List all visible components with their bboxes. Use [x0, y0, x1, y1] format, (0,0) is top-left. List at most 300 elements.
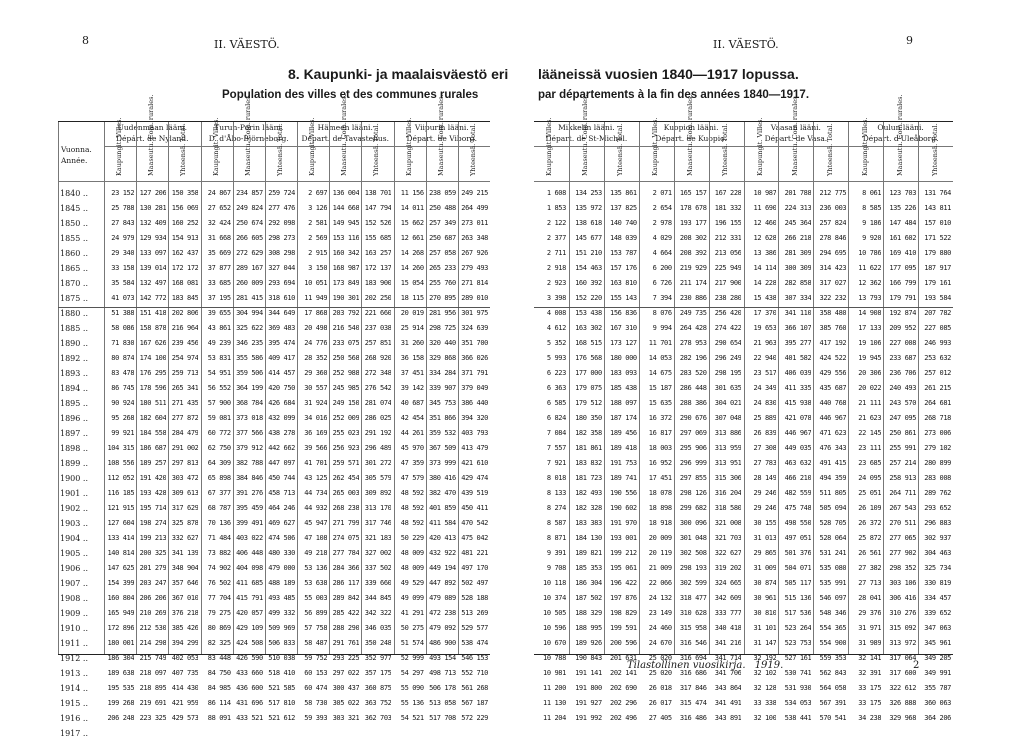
table-cell: 249 735: [679, 309, 707, 317]
year-cell: 1907 ..: [60, 579, 88, 588]
table-cell: 202 806: [171, 309, 199, 317]
table-cell: 163 810: [610, 279, 637, 287]
table-cell: 6 223: [546, 369, 566, 377]
table-cell: 24 830: [753, 399, 777, 407]
year-cell: 1885 ..: [60, 324, 88, 333]
table-cell: 29 376: [858, 609, 882, 617]
table-cell: 276 542: [364, 384, 392, 392]
data-column: [201, 117, 234, 722]
table-cell: 382 470: [429, 489, 456, 497]
table-cell: 317 746: [364, 519, 392, 527]
year-cell: 1917 ..: [60, 729, 88, 738]
table-cell: 57 758: [304, 624, 328, 632]
table-cell: 280 899: [924, 459, 951, 467]
table-cell: 133 414: [107, 534, 135, 542]
table-cell: 273 006: [924, 429, 951, 437]
table-cell: 364 199: [236, 384, 263, 392]
table-cell: 53 136: [304, 564, 328, 572]
table-cell: 497 051: [784, 534, 812, 542]
table-cell: 499 332: [268, 609, 295, 617]
table-cell: 399 491: [236, 519, 263, 527]
table-cell: 511 805: [819, 489, 847, 497]
year-cell: 1906 ..: [60, 564, 88, 573]
table-cell: 493 154: [429, 654, 456, 662]
table-cell: 247 095: [889, 414, 917, 422]
table-cell: 420 413: [429, 534, 456, 542]
table-cell: 187 917: [924, 264, 951, 272]
table-cell: 2 711: [546, 249, 566, 257]
table-cell: 199 212: [610, 549, 637, 557]
table-cell: 24 132: [648, 594, 672, 602]
table-cell: 517 810: [268, 699, 295, 707]
table-cell: 479 092: [429, 624, 456, 632]
table-cell: 259 724: [268, 189, 295, 197]
table-cell: 310 276: [889, 609, 917, 617]
table-cell: 476 343: [819, 444, 847, 452]
table-cell: 39 566: [304, 444, 328, 452]
table-cell: 570 541: [819, 714, 847, 722]
table-cell: 135 861: [610, 189, 637, 197]
table-cell: 155 685: [364, 234, 392, 242]
table-cell: 285 422: [332, 609, 360, 617]
table-cell: 302 508: [679, 549, 707, 557]
table-cell: 321 008: [714, 519, 742, 527]
table-cell: 433 660: [236, 669, 263, 677]
table-cell: 76 502: [207, 579, 231, 587]
table-cell: 469 627: [268, 519, 295, 527]
table-cell: 104 315: [107, 444, 135, 452]
lead-head-year-fr: Année.: [61, 156, 88, 165]
column-cells: [363, 186, 391, 726]
table-subtitle-left: Population des villes et des communes rurales: [222, 89, 479, 101]
table-cell: 74 902: [207, 564, 231, 572]
table-cell: 291 761: [332, 639, 360, 647]
table-cell: 530 741: [784, 669, 812, 677]
table-cell: 1 608: [546, 189, 566, 197]
table-cell: 360 063: [924, 699, 951, 707]
table-cell: 474 506: [268, 534, 295, 542]
table-cell: 394 299: [171, 639, 199, 647]
data-column: [639, 117, 675, 722]
table-cell: 24 349: [753, 384, 777, 392]
table-cell: 2 122: [546, 219, 566, 227]
table-subtitle-right: par départements à la fin des années 1840—1917.: [538, 89, 810, 101]
table-cell: 325 622: [236, 324, 263, 332]
table-cell: 309 892: [364, 489, 392, 497]
table-cell: 415 791: [236, 594, 263, 602]
column-cells: [746, 186, 777, 726]
table-cell: 191 970: [610, 519, 637, 527]
table-cell: 174 100: [139, 354, 167, 362]
table-cell: 35 669: [207, 249, 231, 257]
table-cell: 24 460: [648, 624, 672, 632]
table-cell: 151 418: [139, 309, 167, 317]
table-cell: 479 000: [268, 564, 295, 572]
table-cell: 11 204: [543, 714, 566, 722]
table-cell: 127 206: [139, 189, 167, 197]
table-cell: 180 511: [139, 399, 167, 407]
table-cell: 19 106: [858, 339, 882, 347]
table-cell: 250 488: [429, 204, 456, 212]
table-cell: 39 655: [207, 309, 231, 317]
table-cell: 27 713: [858, 579, 882, 587]
table-cell: 1 853: [546, 204, 566, 212]
table-cell: 49 239: [207, 339, 231, 347]
table-cell: 27 843: [111, 219, 135, 227]
table-cell: 189 257: [139, 459, 167, 467]
year-cell: 1909 ..: [60, 609, 88, 618]
table-cell: 8 133: [546, 489, 566, 497]
table-cell: 147 794: [364, 204, 392, 212]
table-cell: 420 057: [236, 609, 263, 617]
table-cell: 157 010: [924, 219, 951, 227]
column-cells: [235, 186, 263, 726]
table-cell: 33 338: [753, 699, 777, 707]
table-cell: 99 921: [111, 429, 135, 437]
table-cell: 14 053: [648, 354, 672, 362]
table-cell: 179 512: [575, 399, 602, 407]
table-cell: 7 084: [546, 429, 566, 437]
table-cell: 14 908: [858, 309, 882, 317]
table-cell: 369 483: [268, 324, 295, 332]
table-cell: 281 309: [784, 249, 812, 257]
table-cell: 380 416: [429, 474, 456, 482]
table-cell: 283 008: [924, 474, 951, 482]
table-cell: 305 579: [364, 474, 392, 482]
table-cell: 341 706: [714, 669, 742, 677]
table-cell: 37 451: [400, 369, 424, 377]
table-cell: 517 536: [784, 609, 812, 617]
table-cell: 14 260: [400, 264, 424, 272]
table-cell: 296 883: [924, 519, 951, 527]
table-cell: 202 141: [610, 669, 637, 677]
table-cell: 320 440: [429, 339, 456, 347]
table-cell: 71 484: [207, 534, 231, 542]
table-cell: 212 331: [714, 234, 742, 242]
table-cell: 30 874: [753, 579, 777, 587]
table-cell: 163 302: [575, 324, 602, 332]
table-cell: 265 233: [429, 264, 456, 272]
table-cell: 182 328: [575, 504, 602, 512]
table-cell: 48 592: [400, 519, 424, 527]
table-cell: 188 329: [575, 609, 602, 617]
table-cell: 10 987: [753, 189, 777, 197]
table-cell: 18 078: [648, 489, 672, 497]
table-cell: 513 269: [461, 609, 488, 617]
table-cell: 135 226: [889, 204, 917, 212]
table-cell: 212 775: [819, 189, 847, 197]
table-cell: 538 474: [461, 639, 488, 647]
table-cell: 149 945: [332, 219, 360, 227]
table-cell: 316 694: [679, 654, 707, 662]
table-cell: 366 026: [461, 354, 488, 362]
right-page-number: 9: [906, 34, 913, 47]
table-cell: 288 290: [332, 624, 360, 632]
year-cell: 1860 ..: [60, 249, 88, 258]
table-cell: 10 786: [858, 249, 882, 257]
table-cell: 315 474: [679, 699, 707, 707]
table-cell: 208 392: [679, 249, 707, 257]
table-cell: 86 114: [207, 699, 231, 707]
table-cell: 429 474: [461, 474, 488, 482]
table-cell: 47 108: [304, 534, 328, 542]
table-cell: 181 861: [575, 444, 602, 452]
table-cell: 17 451: [648, 474, 672, 482]
table-cell: 3 398: [546, 294, 566, 302]
table-cell: 15 438: [753, 294, 777, 302]
table-cell: 250 568: [332, 354, 360, 362]
table-cell: 438 278: [268, 429, 295, 437]
department-name-fr: Dépárt. de Nyland.: [116, 134, 189, 143]
table-cell: 195 714: [139, 504, 167, 512]
table-cell: 135 972: [575, 204, 602, 212]
table-cell: 189 638: [107, 669, 135, 677]
table-cell: 58 730: [304, 699, 328, 707]
table-cell: 166 799: [889, 279, 917, 287]
table-cell: 431 696: [236, 699, 263, 707]
table-cell: 153 787: [610, 249, 637, 257]
table-cell: 245 364: [784, 219, 812, 227]
column-subheader: Yhteensä. Total.: [468, 123, 477, 176]
table-cell: 319 202: [714, 564, 742, 572]
table-cell: 421 078: [784, 414, 812, 422]
table-cell: 350 248: [364, 639, 392, 647]
table-cell: 271 814: [461, 279, 488, 287]
table-cell: 213 056: [714, 249, 742, 257]
table-cell: 439 519: [461, 489, 488, 497]
table-cell: 464 246: [268, 504, 295, 512]
table-cell: 236 706: [889, 369, 917, 377]
table-cell: 252 988: [332, 369, 360, 377]
table-cell: 14 675: [648, 369, 672, 377]
table-cell: 26 017: [648, 699, 672, 707]
table-cell: 258 913: [889, 474, 917, 482]
table-cell: 8 585: [862, 204, 882, 212]
table-cell: 316 546: [679, 639, 707, 647]
table-cell: 58 487: [304, 639, 328, 647]
table-cell: 184 558: [139, 429, 167, 437]
column-subheader: Maaseutu. Com. rurales.: [895, 94, 904, 176]
table-cell: 341 714: [714, 654, 742, 662]
year-cell: 1880 ..: [60, 309, 88, 318]
table-cell: 183 383: [575, 519, 602, 527]
table-cell: 523 264: [784, 624, 812, 632]
left-page-number: 8: [82, 34, 89, 47]
table-cell: 528 188: [461, 594, 488, 602]
table-cell: 133 097: [139, 249, 167, 257]
table-cell: 68 787: [207, 504, 231, 512]
table-cell: 386 440: [461, 399, 488, 407]
table-cell: 297 022: [332, 669, 360, 677]
table-cell: 28 149: [753, 474, 777, 482]
table-cell: 189 456: [610, 429, 637, 437]
table-cell: 210 269: [139, 609, 167, 617]
table-cell: 449 194: [429, 564, 456, 572]
table-cell: 216 540: [332, 324, 360, 332]
table-cell: 343 864: [714, 684, 742, 692]
year-cell: 1890 ..: [60, 339, 88, 348]
table-cell: 505 094: [819, 504, 847, 512]
table-cell: 289 010: [461, 294, 488, 302]
table-cell: 54 951: [207, 369, 231, 377]
table-cell: 191 992: [575, 714, 602, 722]
table-cell: 227 085: [924, 324, 951, 332]
table-cell: 49 218: [304, 549, 328, 557]
table-cell: 325 878: [171, 519, 199, 527]
column-subheader: Yhteensä. Total.: [372, 123, 381, 176]
table-cell: 265 341: [171, 384, 199, 392]
table-cell: 406 039: [784, 369, 812, 377]
data-column: [136, 94, 169, 722]
table-cell: 139 014: [139, 264, 167, 272]
table-cell: 344 845: [364, 594, 392, 602]
table-cell: 191 420: [139, 474, 167, 482]
table-cell: 62 750: [207, 444, 231, 452]
table-cell: 301 272: [364, 459, 392, 467]
table-cell: 153 438: [575, 309, 602, 317]
column-subheader: Maaseutu. Com. rurales.: [790, 94, 799, 176]
data-column: [329, 94, 362, 722]
table-cell: 505 117: [784, 579, 812, 587]
table-cell: 223 325: [139, 714, 167, 722]
table-cell: 191 927: [575, 699, 602, 707]
table-cell: 310 628: [679, 609, 707, 617]
table-cell: 316 686: [679, 669, 707, 677]
data-column: [778, 94, 814, 722]
table-cell: 266 218: [784, 234, 812, 242]
table-cell: 18 898: [648, 504, 672, 512]
table-cell: 309 613: [171, 489, 199, 497]
year-cell: 1911 ..: [60, 639, 88, 648]
table-cell: 189 418: [610, 444, 637, 452]
table-cell: 325 734: [924, 564, 951, 572]
table-cell: 426 684: [268, 399, 295, 407]
table-cell: 11 701: [648, 339, 672, 347]
table-cell: 179 075: [575, 384, 602, 392]
table-cell: 255 760: [429, 279, 456, 287]
table-cell: 179 161: [924, 279, 951, 287]
table-cell: 129 934: [139, 234, 167, 242]
table-cell: 293 652: [924, 504, 951, 512]
table-cell: 22 145: [858, 429, 882, 437]
table-cell: 172 172: [171, 264, 199, 272]
table-cell: 298 273: [268, 234, 295, 242]
table-cell: 257 214: [889, 459, 917, 467]
year-cell: 1904 ..: [60, 534, 88, 543]
table-cell: 301 635: [714, 384, 742, 392]
table-cell: 314 423: [819, 264, 847, 272]
table-cell: 55 090: [400, 684, 424, 692]
column-cells: [535, 186, 566, 726]
table-cell: 322 232: [819, 294, 847, 302]
table-cell: 233 075: [332, 339, 360, 347]
table-cell: 4 612: [546, 324, 566, 332]
data-column: [361, 122, 394, 722]
table-cell: 421 959: [171, 699, 199, 707]
table-cell: 260 009: [236, 279, 263, 287]
table-cell: 257 851: [364, 339, 392, 347]
table-cell: 414 430: [171, 684, 199, 692]
table-cell: 482 559: [784, 489, 812, 497]
table-cell: 7 921: [546, 459, 566, 467]
table-cell: 148 039: [610, 234, 637, 242]
table-cell: 153 116: [332, 234, 360, 242]
column-subheader: Maaseutu. Com. rurales.: [243, 94, 252, 176]
table-cell: 37 195: [207, 294, 231, 302]
table-cell: 433 521: [236, 714, 263, 722]
table-cell: 345 753: [429, 399, 456, 407]
column-subheader: Kaupungit. Villes.: [404, 117, 413, 176]
year-cell: 1894 ..: [60, 384, 88, 393]
year-cell: 1855 ..: [60, 234, 88, 243]
table-cell: 26 839: [753, 429, 777, 437]
data-column: [883, 94, 919, 722]
table-cell: 481 221: [461, 549, 488, 557]
table-cell: 2 654: [652, 204, 672, 212]
table-cell: 15 635: [648, 399, 672, 407]
table-cell: 140 814: [107, 549, 135, 557]
table-cell: 9 994: [652, 324, 672, 332]
column-cells: [711, 186, 742, 726]
table-cell: 230 886: [679, 294, 707, 302]
table-cell: 332 627: [171, 534, 199, 542]
table-cell: 546 153: [461, 654, 488, 662]
table-cell: 421 610: [461, 459, 488, 467]
table-cell: 318 477: [679, 594, 707, 602]
table-cell: 333 777: [714, 609, 742, 617]
table-cell: 367 010: [171, 594, 199, 602]
year-cell: 1845 ..: [60, 204, 88, 213]
table-cell: 165 949: [107, 609, 135, 617]
table-cell: 382 788: [236, 459, 263, 467]
table-cell: 179 880: [924, 249, 951, 257]
table-cell: 168 081: [171, 279, 199, 287]
column-subheader: Yhteensä. Total.: [616, 123, 625, 176]
table-cell: 413 479: [461, 444, 488, 452]
table-cell: 36 169: [304, 429, 328, 437]
department-name-fi: Vaasan lääni.: [770, 123, 821, 132]
table-cell: 407 735: [171, 669, 199, 677]
table-cell: 215 749: [139, 654, 167, 662]
table-cell: 293 694: [268, 279, 295, 287]
table-cell: 2 697: [308, 189, 328, 197]
table-cell: 84 750: [207, 669, 231, 677]
table-cell: 30 961: [753, 594, 777, 602]
table-cell: 504 071: [784, 564, 812, 572]
table-cell: 193 584: [924, 294, 951, 302]
table-cell: 493 485: [268, 594, 295, 602]
table-cell: 344 649: [268, 309, 295, 317]
left-running-head: II. VÄESTÖ.: [214, 38, 280, 51]
table-cell: 301 975: [461, 309, 488, 317]
table-cell: 199 268: [107, 699, 135, 707]
table-cell: 160 252: [171, 219, 199, 227]
department-name-fr: D. d'Åbo-Björneborg.: [208, 134, 289, 143]
table-cell: 53 831: [207, 354, 231, 362]
table-cell: 274 075: [332, 534, 360, 542]
table-cell: 71 830: [111, 339, 135, 347]
table-cell: 509 969: [268, 624, 295, 632]
data-column: [709, 122, 745, 722]
table-cell: 202 690: [610, 684, 637, 692]
column-subheader: Kaupungit. Villes.: [308, 117, 317, 176]
table-cell: 17 133: [858, 324, 882, 332]
table-cell: 6 824: [546, 414, 566, 422]
table-cell: 178 678: [679, 204, 707, 212]
table-cell: 302 599: [679, 579, 707, 587]
table-cell: 44 734: [304, 489, 328, 497]
table-cell: 52 999: [400, 654, 424, 662]
